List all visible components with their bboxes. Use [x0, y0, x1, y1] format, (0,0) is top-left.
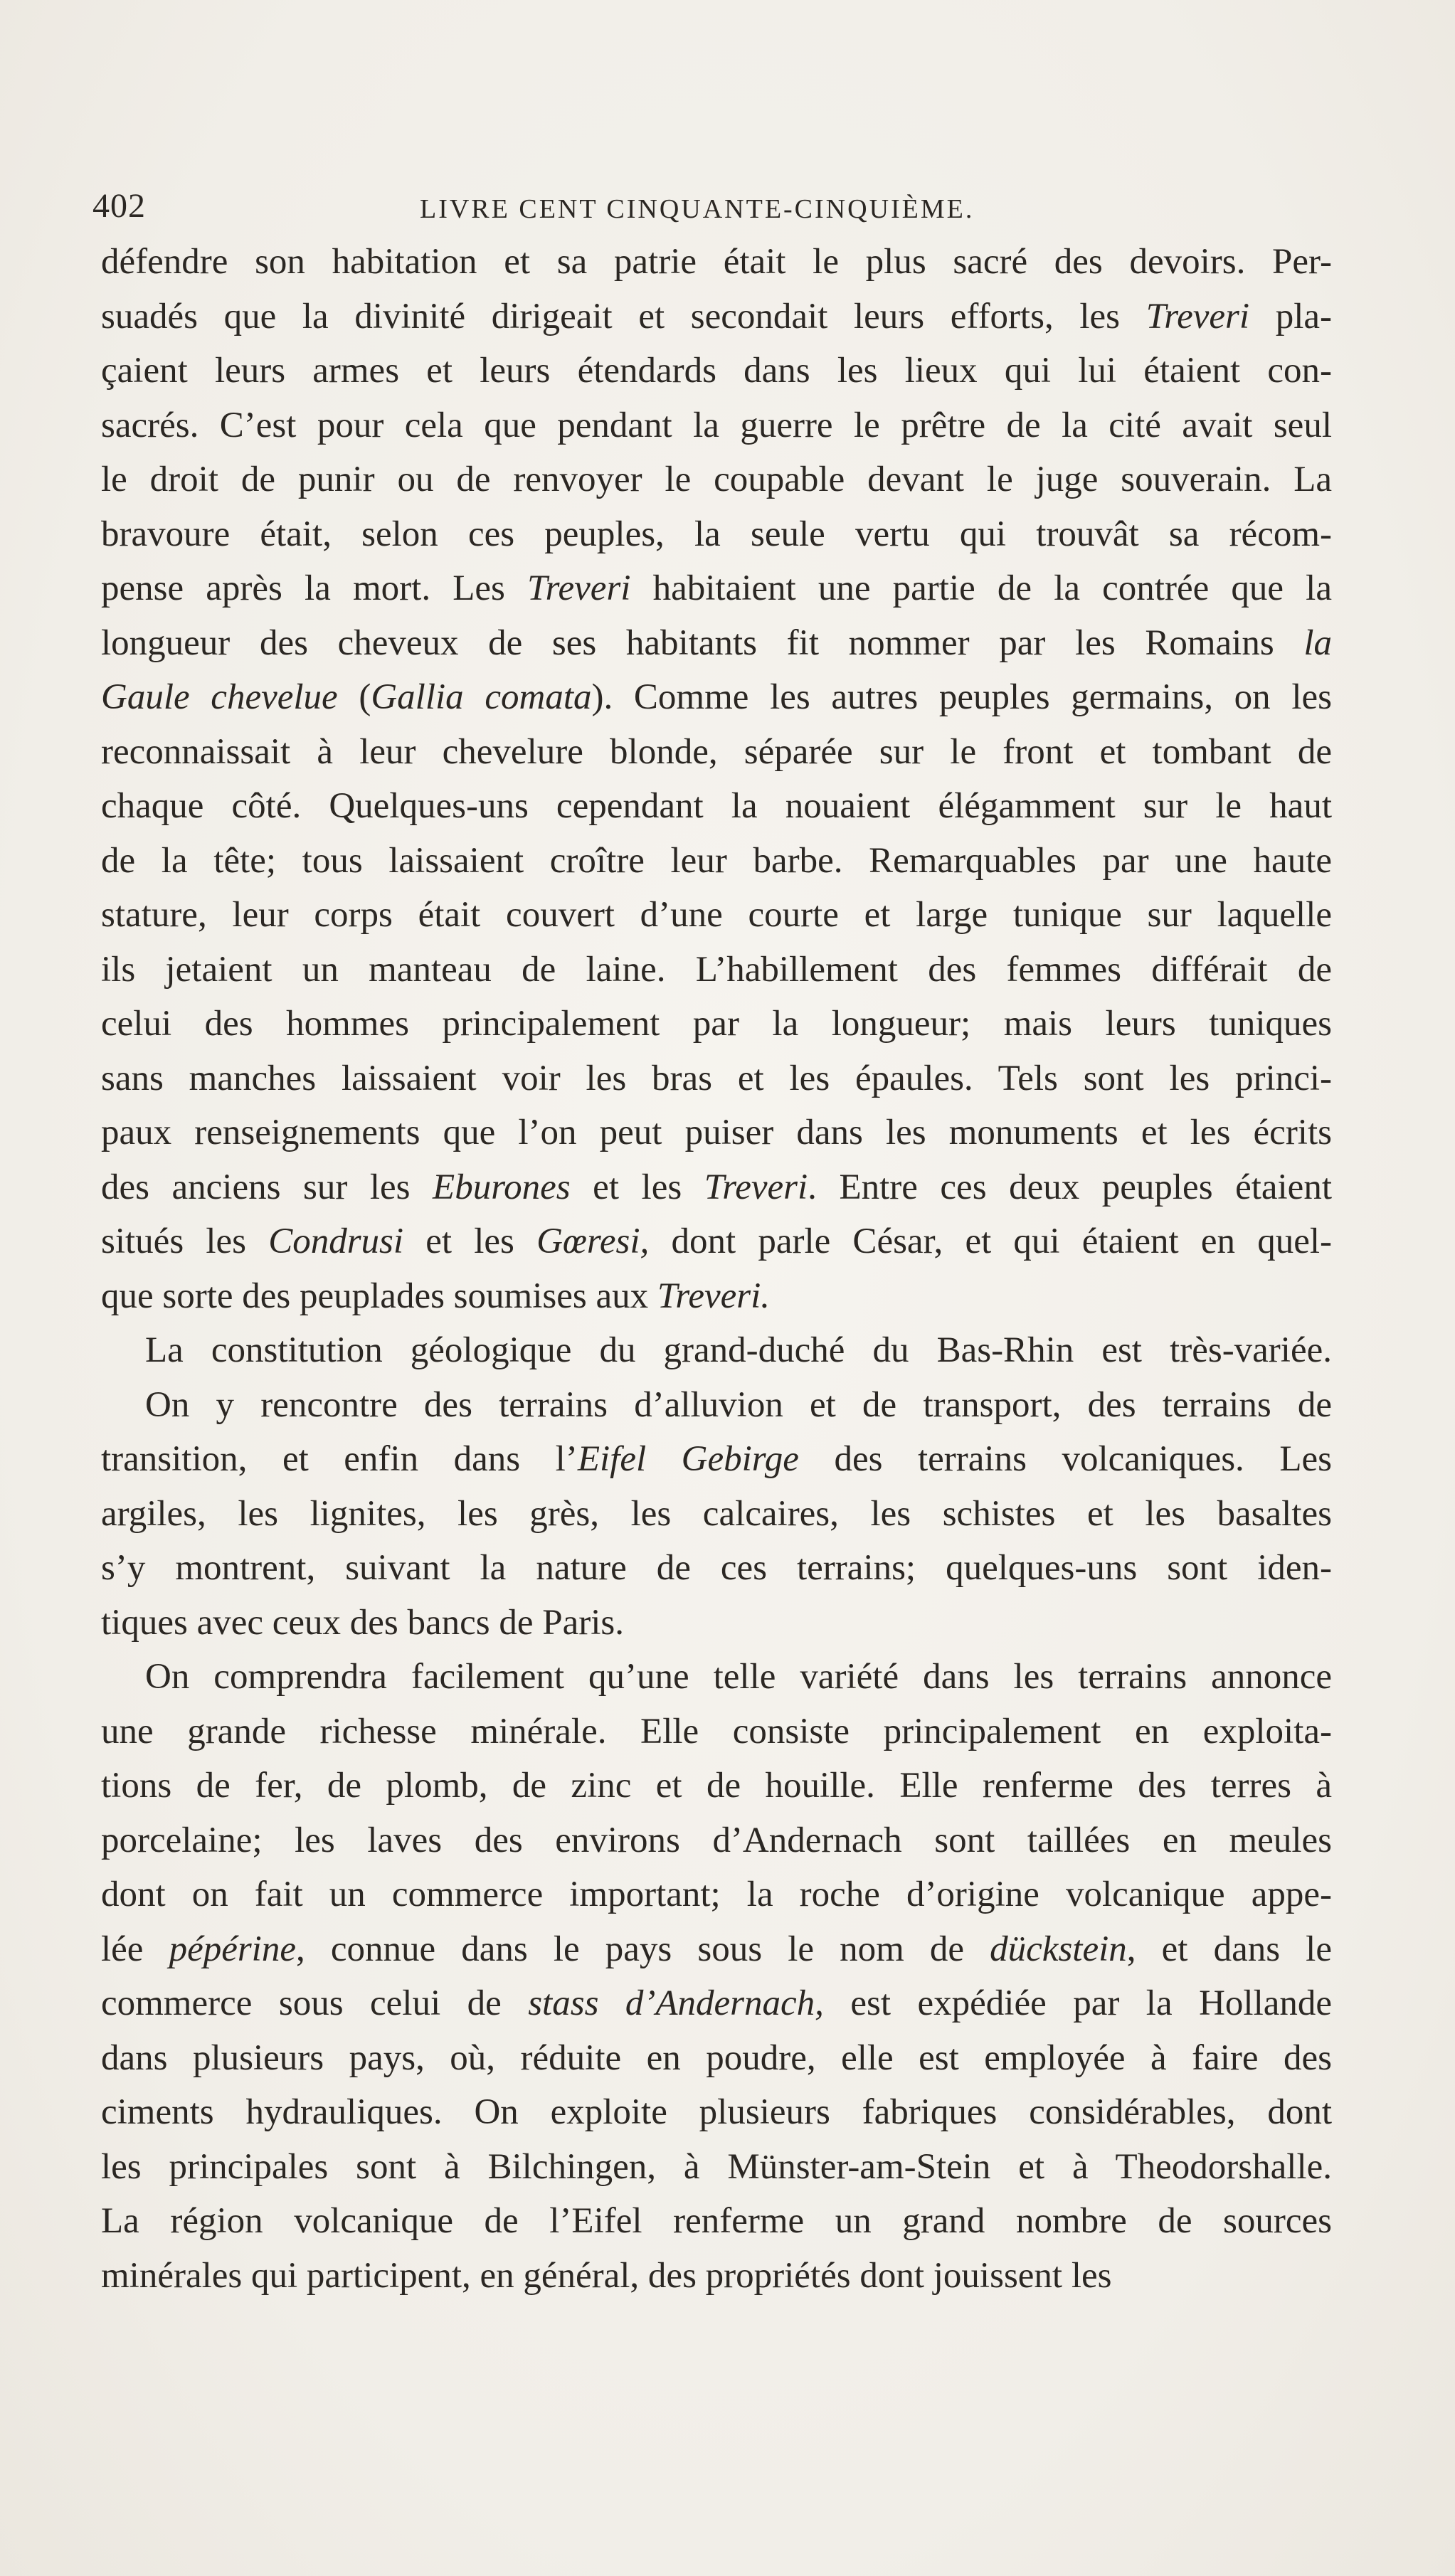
text-run: , et dans le [1126, 1929, 1332, 1969]
text-run: stature, leur corps était couvert d’une courte et large tunique sur laquelle [101, 895, 1332, 935]
text-line [101, 290, 1332, 344]
text-run: une grande richesse minérale. Elle consiste principalement en exploita- [101, 1711, 1332, 1751]
text-line [101, 1813, 1332, 1868]
text-run: paux renseignements que l’on peut puiser dans les monuments et les écrits [101, 1113, 1332, 1152]
text-run: chaque côté. Quelques-uns cependant la nouaient élégamment sur le haut [101, 786, 1332, 826]
text-run: situés les [101, 1221, 269, 1261]
text-run: On comprendra facilement qu’une telle variété dans les terrains annonce [145, 1657, 1332, 1697]
text-line [101, 1705, 1332, 1759]
text-run: s’y montrent, suivant la nature de ces terrains; quelques-uns sont iden- [101, 1548, 1332, 1588]
text-line [101, 344, 1332, 398]
text-run: La constitution géologique du grand-duché du Bas-Rhin est très-variée. [145, 1330, 1332, 1370]
text-line [101, 997, 1332, 1051]
text-line [101, 1976, 1332, 2031]
text-run: . Entre ces deux peuples étaient [808, 1167, 1332, 1207]
text-line [101, 1867, 1332, 1922]
body-text [101, 235, 1332, 2303]
text-line [101, 779, 1332, 834]
text-line [101, 1541, 1332, 1596]
text-run: lée [101, 1929, 169, 1969]
text-run: dont parle César, et qui étaient en quel- [649, 1221, 1332, 1261]
text-run: dans plusieurs pays, où, réduite en poudre, elle est employée à faire des [101, 2037, 1332, 2078]
text-run: argiles, les lignites, les grès, les calcaires, les schistes et les basaltes [101, 1493, 1332, 1534]
italic-text: Eifel Gebirge [577, 1439, 799, 1479]
text-line [101, 1596, 1332, 1650]
text-run: suadés que la divinité dirigeait et secondait leurs efforts, les [101, 296, 1146, 336]
text-run: le droit de punir ou de renvoyer le coupable devant le juge souverain. La [101, 460, 1332, 499]
text-run: reconnaissait à leur chevelure blonde, séparée sur le front et tombant de [101, 731, 1332, 772]
text-run: On y rencontre des terrains d’alluvion et de transport, des terrains de [145, 1384, 1332, 1425]
italic-text: Eburones [433, 1167, 571, 1207]
italic-text: Gœresi, [536, 1221, 650, 1261]
italic-text: Treveri. [657, 1276, 771, 1316]
text-line [101, 1922, 1332, 1977]
italic-text: Treveri [1146, 296, 1250, 336]
text-line [101, 1432, 1332, 1487]
text-line [101, 1378, 1332, 1433]
italic-text: dückstein [990, 1929, 1127, 1969]
text-line [101, 235, 1332, 290]
text-line [101, 1269, 1332, 1324]
text-run: les principales sont à Bilchingen, à Münster-am-Stein et à Theodorshalle. [101, 2146, 1332, 2187]
text-run: transition, et enfin dans l’ [101, 1439, 578, 1479]
text-line [101, 1650, 1332, 1705]
text-run: commerce sous celui de [101, 1983, 529, 2023]
text-line [101, 834, 1332, 889]
text-run: ). Comme les autres peuples germains, on les [591, 677, 1332, 717]
text-line [101, 725, 1332, 780]
text-run: çaient leurs armes et leurs étendards dans les lieux qui lui étaient con- [101, 351, 1332, 391]
text-line [101, 2085, 1332, 2140]
text-run: bravoure était, selon ces peuples, la seule vertu qui trouvât sa récom- [101, 514, 1332, 554]
text-run: habitaient une partie de la contrée que la [630, 568, 1332, 608]
text-run: ils jetaient un manteau de laine. L’habillement des femmes différait de [101, 949, 1332, 990]
text-run: pla- [1249, 296, 1332, 336]
text-run: défendre son habitation et sa patrie était le plus sacré des devoirs. Per- [101, 242, 1332, 282]
text-run: tions de fer, de plomb, de zinc et de houille. Elle renferme des terres à [101, 1766, 1332, 1806]
italic-text: Condrusi [268, 1221, 404, 1261]
text-line [101, 1214, 1332, 1269]
italic-text: Treveri [704, 1167, 808, 1207]
text-run: longueur des cheveux de ses habitants fit nommer par les Romains [101, 622, 1304, 663]
text-run: porcelaine; les laves des environs d’Andernach sont taillées en meules [101, 1820, 1332, 1860]
italic-text: stass d’Andernach, [528, 1983, 824, 2023]
text-line [101, 561, 1332, 616]
text-line [101, 452, 1332, 507]
text-run: des anciens sur les [101, 1167, 433, 1207]
italic-text: Treveri [527, 568, 631, 608]
text-run: dont on fait un commerce important; la roche d’origine volcanique appe- [101, 1875, 1332, 1914]
text-line [101, 1051, 1332, 1106]
text-run: est expédiée par la Hollande [823, 1983, 1332, 2023]
text-run: de la tête; tous laissaient croître leur barbe. Remarquables par une haute [101, 840, 1332, 881]
text-line [101, 2140, 1332, 2195]
text-line [101, 507, 1332, 562]
text-line [101, 1487, 1332, 1542]
text-line [101, 1106, 1332, 1160]
text-line [101, 1323, 1332, 1378]
text-line [101, 398, 1332, 453]
text-line [101, 2249, 1332, 2304]
running-head: LIVRE CENT CINQUANTE-CINQUIÈME. [420, 194, 975, 224]
text-run: sans manches laissaient voir les bras et les épaules. Tels sont les princi- [101, 1058, 1332, 1098]
page-number: 402 [92, 187, 146, 225]
text-run: , connue dans le pays sous le nom de [296, 1929, 990, 1969]
text-run: La région volcanique de l’Eifel renferme un grand nombre de sources [101, 2201, 1332, 2241]
text-run: tiques avec ceux des bancs de Paris. [101, 1602, 624, 1643]
text-line [101, 1759, 1332, 1813]
text-run: ciments hydrauliques. On exploite plusieurs fabriques considérables, dont [101, 2092, 1332, 2132]
text-run: et les [570, 1167, 704, 1207]
text-line [101, 616, 1332, 671]
text-line [101, 943, 1332, 997]
italic-text: Gallia comata [371, 677, 592, 717]
text-run: sacrés. C’est pour cela que pendant la guerre le prêtre de la cité avait seul [101, 405, 1332, 445]
italic-text: Gaule chevelue [101, 677, 338, 717]
text-run: que sorte des peuplades soumises aux [101, 1276, 657, 1316]
text-line [101, 670, 1332, 725]
text-line [101, 2031, 1332, 2086]
text-run: pense après la mort. Les [101, 568, 528, 608]
text-run: minérales qui participent, en général, des propriétés dont jouissent les [101, 2255, 1112, 2296]
text-line [101, 888, 1332, 943]
text-run: des terrains volcaniques. Les [798, 1439, 1332, 1479]
page-header [92, 186, 1330, 229]
italic-text: la [1303, 622, 1332, 663]
italic-text: pépérine [169, 1929, 296, 1969]
text-run: celui des hommes principalement par la longueur; mais leurs tuniques [101, 1004, 1332, 1044]
text-line [101, 1160, 1332, 1215]
text-run: ( [337, 677, 371, 717]
text-line [101, 2194, 1332, 2249]
text-run: et les [403, 1221, 537, 1261]
